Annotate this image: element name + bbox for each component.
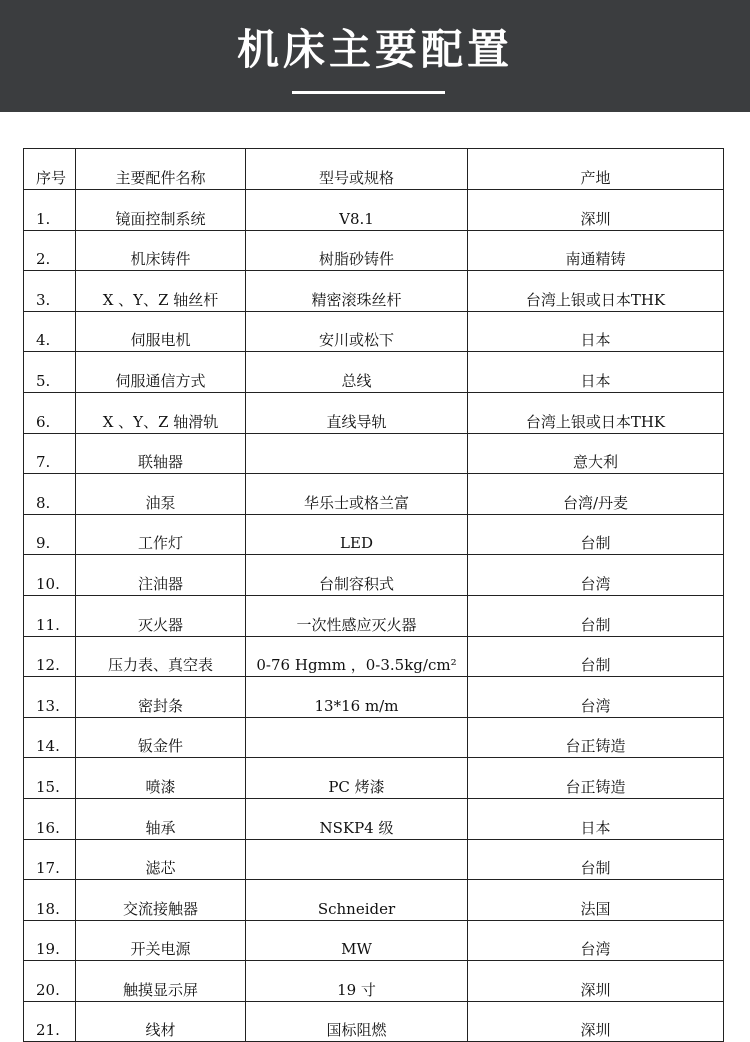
cell-origin: 台湾 xyxy=(468,555,724,596)
header-cell-index: 序号 xyxy=(24,149,76,190)
cell-origin: 台正铸造 xyxy=(468,758,724,799)
cell-origin: 日本 xyxy=(468,798,724,839)
table-row xyxy=(24,839,724,880)
cell-index: 4. xyxy=(24,311,76,352)
cell-origin: 法国 xyxy=(468,880,724,921)
cell-origin: 台制 xyxy=(468,595,724,636)
cell-part-name: 工作灯 xyxy=(76,514,246,555)
cell-part-name: 镜面控制系统 xyxy=(76,190,246,231)
table-row xyxy=(24,920,724,961)
table-row xyxy=(24,392,724,433)
cell-part-name: 喷漆 xyxy=(76,758,246,799)
table-row xyxy=(24,595,724,636)
cell-index: 14. xyxy=(24,717,76,758)
cell-model: 华乐士或格兰富 xyxy=(246,474,468,515)
cell-index: 7. xyxy=(24,433,76,474)
cell-part-name: 线材 xyxy=(76,1001,246,1042)
cell-model: PC 烤漆 xyxy=(246,758,468,799)
table-row xyxy=(24,433,724,474)
cell-index: 19. xyxy=(24,920,76,961)
cell-part-name: 开关电源 xyxy=(76,920,246,961)
cell-index: 9. xyxy=(24,514,76,555)
cell-origin: 深圳 xyxy=(468,961,724,1002)
table-row xyxy=(24,352,724,393)
cell-part-name: 伺服通信方式 xyxy=(76,352,246,393)
cell-model: 直线导轨 xyxy=(246,392,468,433)
table-row xyxy=(24,636,724,677)
header-cell-origin: 产地 xyxy=(468,149,724,190)
cell-model: 19 寸 xyxy=(246,961,468,1002)
cell-origin: 台制 xyxy=(468,839,724,880)
cell-model: 0-76 Hgmm ，0-3.5kg/cm² xyxy=(246,636,468,677)
cell-model: 国标阻燃 xyxy=(246,1001,468,1042)
cell-index: 17. xyxy=(24,839,76,880)
cell-index: 10. xyxy=(24,555,76,596)
table-row xyxy=(24,514,724,555)
table-row xyxy=(24,474,724,515)
cell-model: 13*16 m/m xyxy=(246,677,468,718)
spec-table-body xyxy=(24,149,724,1042)
cell-index: 11. xyxy=(24,595,76,636)
cell-part-name: 油泵 xyxy=(76,474,246,515)
cell-part-name: 交流接触器 xyxy=(76,880,246,921)
cell-part-name: 触摸显示屏 xyxy=(76,961,246,1002)
cell-part-name: 联轴器 xyxy=(76,433,246,474)
page-title: 机床主要配置 xyxy=(236,25,513,74)
table-row xyxy=(24,880,724,921)
cell-part-name: 灭火器 xyxy=(76,595,246,636)
cell-model: 精密滚珠丝杆 xyxy=(246,271,468,312)
table-row xyxy=(24,555,724,596)
cell-model: 安川或松下 xyxy=(246,311,468,352)
cell-part-name: 压力表、真空表 xyxy=(76,636,246,677)
table-row xyxy=(24,190,724,231)
cell-index: 1. xyxy=(24,190,76,231)
cell-model xyxy=(246,433,468,474)
cell-origin: 台正铸造 xyxy=(468,717,724,758)
header-cell-part-name: 主要配件名称 xyxy=(76,149,246,190)
cell-index: 15. xyxy=(24,758,76,799)
cell-model: LED xyxy=(246,514,468,555)
cell-part-name: X 、Y、Z 轴丝杆 xyxy=(76,271,246,312)
cell-model xyxy=(246,839,468,880)
cell-origin: 台湾上银或日本THK xyxy=(468,271,724,312)
table-row xyxy=(24,271,724,312)
cell-origin: 台制 xyxy=(468,636,724,677)
table-row xyxy=(24,758,724,799)
cell-index: 13. xyxy=(24,677,76,718)
table-row xyxy=(24,677,724,718)
cell-origin: 深圳 xyxy=(468,190,724,231)
cell-model: NSKP4 级 xyxy=(246,798,468,839)
table-header-row xyxy=(24,149,724,190)
cell-index: 16. xyxy=(24,798,76,839)
cell-origin: 台制 xyxy=(468,514,724,555)
cell-origin: 深圳 xyxy=(468,1001,724,1042)
cell-model: 一次性感应灭火器 xyxy=(246,595,468,636)
cell-part-name: 钣金件 xyxy=(76,717,246,758)
cell-model: 台制容积式 xyxy=(246,555,468,596)
cell-origin: 台湾/丹麦 xyxy=(468,474,724,515)
cell-origin: 意大利 xyxy=(468,433,724,474)
title-underline xyxy=(292,91,445,94)
cell-index: 18. xyxy=(24,880,76,921)
cell-part-name: 密封条 xyxy=(76,677,246,718)
cell-index: 20. xyxy=(24,961,76,1002)
table-row xyxy=(24,230,724,271)
cell-model xyxy=(246,717,468,758)
cell-index: 2. xyxy=(24,230,76,271)
cell-index: 3. xyxy=(24,271,76,312)
table-row xyxy=(24,798,724,839)
header-cell-model: 型号或规格 xyxy=(246,149,468,190)
cell-index: 8. xyxy=(24,474,76,515)
spec-table xyxy=(23,148,724,1042)
cell-part-name: 机床铸件 xyxy=(76,230,246,271)
cell-origin: 台湾上银或日本THK xyxy=(468,392,724,433)
cell-origin: 台湾 xyxy=(468,920,724,961)
cell-part-name: 滤芯 xyxy=(76,839,246,880)
cell-part-name: X 、Y、Z 轴滑轨 xyxy=(76,392,246,433)
cell-model: 树脂砂铸件 xyxy=(246,230,468,271)
cell-part-name: 伺服电机 xyxy=(76,311,246,352)
cell-origin: 台湾 xyxy=(468,677,724,718)
page-header xyxy=(0,0,750,112)
cell-part-name: 轴承 xyxy=(76,798,246,839)
cell-model: MW xyxy=(246,920,468,961)
cell-model: Schneider xyxy=(246,880,468,921)
cell-origin: 日本 xyxy=(468,311,724,352)
cell-index: 21. xyxy=(24,1001,76,1042)
cell-model: V8.1 xyxy=(246,190,468,231)
table-row xyxy=(24,717,724,758)
cell-index: 12. xyxy=(24,636,76,677)
cell-index: 5. xyxy=(24,352,76,393)
cell-index: 6. xyxy=(24,392,76,433)
table-row xyxy=(24,961,724,1002)
cell-origin: 南通精铸 xyxy=(468,230,724,271)
cell-part-name: 注油器 xyxy=(76,555,246,596)
table-row xyxy=(24,311,724,352)
table-row xyxy=(24,1001,724,1042)
cell-model: 总线 xyxy=(246,352,468,393)
cell-origin: 日本 xyxy=(468,352,724,393)
